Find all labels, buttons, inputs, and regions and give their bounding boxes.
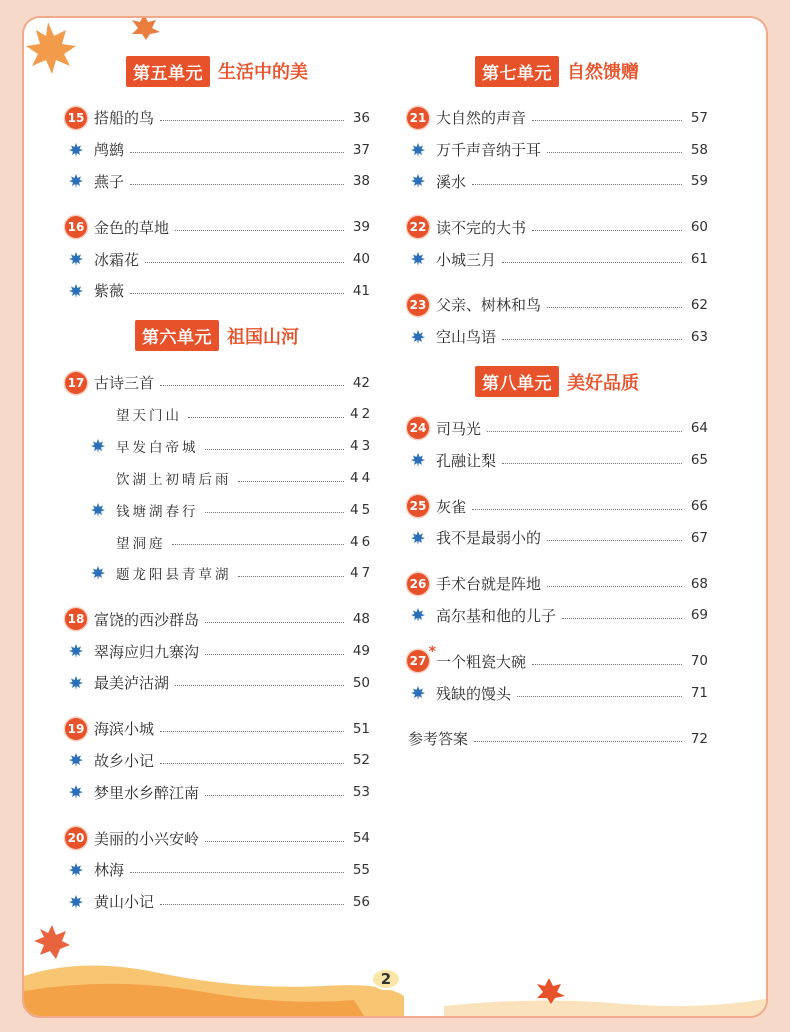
entry-page: 54 bbox=[352, 830, 370, 847]
lesson-number-badge bbox=[406, 215, 430, 239]
toc-left-column bbox=[64, 56, 374, 932]
lesson-group bbox=[406, 568, 708, 632]
entry-title: 小城三月 bbox=[436, 250, 497, 269]
toc-entry[interactable] bbox=[406, 134, 708, 166]
dot-leader bbox=[502, 339, 682, 340]
leaf-icon bbox=[406, 448, 430, 472]
unit-header bbox=[406, 367, 708, 397]
lesson-group bbox=[406, 490, 708, 554]
leaf-icon bbox=[406, 681, 430, 705]
unit-label: 第七单元 bbox=[475, 56, 559, 87]
entry-title: 空山鸟语 bbox=[436, 328, 497, 347]
leaf-icon bbox=[406, 603, 430, 627]
toc-entry[interactable] bbox=[64, 243, 370, 275]
toc-entry[interactable] bbox=[64, 854, 370, 886]
unit-title: 生活中的美 bbox=[218, 62, 308, 83]
lesson-number: 17 bbox=[65, 372, 87, 394]
entry-page: 60 bbox=[690, 219, 708, 236]
entry-page: 49 bbox=[352, 643, 370, 660]
entry-page: 40 bbox=[352, 251, 370, 268]
entry-page: 64 bbox=[690, 420, 708, 437]
entry-page: 61 bbox=[690, 251, 708, 268]
dot-leader bbox=[188, 417, 344, 418]
toc-entry[interactable] bbox=[64, 558, 374, 590]
lesson-number: 19 bbox=[65, 718, 87, 740]
toc-entry[interactable] bbox=[64, 494, 374, 526]
lesson-group bbox=[406, 211, 708, 275]
toc-entry[interactable] bbox=[64, 713, 370, 745]
entry-page: 69 bbox=[690, 607, 708, 624]
entry-title: 饮湖上初晴后雨 bbox=[116, 472, 232, 489]
lesson-number: 24 bbox=[407, 417, 429, 439]
unit-header bbox=[64, 56, 370, 86]
dot-leader bbox=[130, 152, 344, 153]
unit-label: 第六单元 bbox=[135, 320, 219, 351]
toc-entry[interactable] bbox=[406, 677, 708, 709]
dot-leader bbox=[532, 120, 682, 121]
leaf-icon bbox=[86, 561, 110, 585]
dot-leader bbox=[547, 540, 682, 541]
dot-leader bbox=[160, 120, 344, 121]
entry-title: 司马光 bbox=[436, 419, 482, 438]
entry-page: 37 bbox=[352, 141, 370, 158]
leaf-icon bbox=[406, 325, 430, 349]
entry-page: 46 bbox=[350, 533, 374, 550]
leaf-icon bbox=[86, 498, 110, 522]
leaf-icon bbox=[64, 890, 88, 914]
toc-entry[interactable] bbox=[406, 413, 708, 445]
entry-page: 44 bbox=[350, 470, 374, 487]
toc-entry[interactable] bbox=[406, 321, 708, 353]
toc-entry[interactable] bbox=[64, 745, 370, 777]
entry-page: 71 bbox=[690, 685, 708, 702]
dot-leader bbox=[547, 586, 682, 587]
entry-title: 美丽的小兴安岭 bbox=[94, 829, 200, 848]
entry-page: 65 bbox=[690, 452, 708, 469]
dot-leader bbox=[238, 481, 345, 482]
toc-entry[interactable] bbox=[406, 166, 708, 198]
entry-page: 57 bbox=[690, 109, 708, 126]
toc-entry-answers[interactable] bbox=[406, 723, 708, 755]
toc-entry[interactable] bbox=[406, 490, 708, 522]
toc-entry[interactable] bbox=[406, 600, 708, 632]
entry-title: 大自然的声音 bbox=[436, 109, 527, 128]
leaf-icon bbox=[406, 247, 430, 271]
dot-leader bbox=[160, 904, 344, 905]
toc-entry[interactable] bbox=[406, 444, 708, 476]
dot-leader bbox=[205, 654, 344, 655]
entry-page: 36 bbox=[352, 109, 370, 126]
lesson-number-badge bbox=[64, 717, 88, 741]
dot-leader bbox=[205, 841, 344, 842]
dot-leader bbox=[205, 795, 344, 796]
dot-leader bbox=[502, 262, 682, 263]
lesson-number-badge bbox=[406, 293, 430, 317]
lesson-group bbox=[64, 822, 370, 917]
lesson-number: 27 bbox=[407, 650, 429, 672]
unit-label: 第八单元 bbox=[475, 366, 559, 397]
toc-entry[interactable] bbox=[64, 134, 370, 166]
lesson-group bbox=[64, 603, 370, 698]
entry-page: 55 bbox=[352, 861, 370, 878]
dot-leader bbox=[205, 512, 345, 513]
toc-entry[interactable] bbox=[64, 430, 374, 462]
lesson-group bbox=[64, 102, 370, 197]
toc-entry[interactable] bbox=[406, 522, 708, 554]
dot-leader bbox=[160, 385, 344, 386]
entry-title: 早发白帝城 bbox=[116, 440, 199, 457]
unit-title: 美好品质 bbox=[567, 372, 639, 394]
leaf-icon bbox=[86, 434, 110, 458]
lesson-number-badge bbox=[64, 607, 88, 631]
entry-title: 手术台就是阵地 bbox=[436, 575, 542, 594]
lesson-group bbox=[406, 645, 708, 709]
toc-entry[interactable] bbox=[64, 275, 370, 307]
entry-title: 残缺的馒头 bbox=[436, 684, 512, 703]
unit-label: 第五单元 bbox=[126, 56, 210, 87]
dot-leader bbox=[532, 664, 682, 665]
lesson-number-badge bbox=[406, 644, 436, 673]
entry-title: 参考答案 bbox=[408, 730, 469, 749]
lesson-number-badge bbox=[64, 826, 88, 850]
dot-leader bbox=[472, 509, 682, 510]
unit-header bbox=[64, 321, 370, 351]
lesson-number-badge bbox=[64, 106, 88, 130]
entry-page: 38 bbox=[352, 173, 370, 190]
leaf-icon bbox=[406, 169, 430, 193]
toc-entry[interactable] bbox=[64, 667, 370, 699]
entry-title: 一个粗瓷大碗 bbox=[436, 652, 527, 671]
entry-page: 39 bbox=[352, 219, 370, 236]
dot-leader bbox=[238, 576, 345, 577]
toc-entry[interactable] bbox=[406, 211, 708, 243]
toc-entry[interactable] bbox=[406, 289, 708, 321]
leaf-icon bbox=[406, 138, 430, 162]
entry-title: 富饶的西沙群岛 bbox=[94, 610, 200, 629]
page-number: 2 bbox=[371, 968, 401, 990]
lesson-number: 15 bbox=[65, 107, 87, 129]
entry-title: 孔融让梨 bbox=[436, 451, 497, 470]
toc-entry[interactable] bbox=[64, 367, 370, 399]
leaf-icon bbox=[64, 858, 88, 882]
unit-header bbox=[406, 56, 708, 86]
lesson-number: 22 bbox=[407, 216, 429, 238]
dot-leader bbox=[532, 230, 682, 231]
entry-page: 72 bbox=[690, 730, 708, 747]
entry-title: 翠海应归九寨沟 bbox=[94, 642, 200, 661]
entry-title: 金色的草地 bbox=[94, 218, 170, 237]
entry-page: 52 bbox=[352, 752, 370, 769]
leaf-icon bbox=[64, 748, 88, 772]
dot-leader bbox=[130, 293, 344, 294]
lesson-group bbox=[64, 367, 374, 590]
entry-page: 62 bbox=[690, 296, 708, 313]
unit-title: 祖国山河 bbox=[227, 326, 299, 348]
entry-title: 望天门山 bbox=[116, 408, 182, 425]
toc-page bbox=[22, 16, 768, 1018]
dot-leader bbox=[130, 184, 344, 185]
toc-entry[interactable] bbox=[64, 102, 370, 134]
entry-title: 黄山小记 bbox=[94, 893, 155, 912]
lesson-number: 16 bbox=[65, 216, 87, 238]
entry-title: 鸬鹚 bbox=[94, 141, 125, 160]
entry-page: 50 bbox=[352, 674, 370, 691]
entry-title: 万千声音纳于耳 bbox=[436, 141, 542, 160]
dot-leader bbox=[145, 262, 344, 263]
entry-page: 58 bbox=[690, 141, 708, 158]
entry-title: 故乡小记 bbox=[94, 751, 155, 770]
entry-title: 古诗三首 bbox=[94, 374, 155, 393]
toc-entry[interactable] bbox=[64, 886, 370, 918]
leaf-icon bbox=[64, 247, 88, 271]
toc-entry[interactable] bbox=[64, 211, 370, 243]
dot-leader bbox=[205, 449, 345, 450]
entry-title: 冰霜花 bbox=[94, 250, 140, 269]
dot-leader bbox=[472, 184, 682, 185]
entry-page: 51 bbox=[352, 720, 370, 737]
entry-title: 钱塘湖春行 bbox=[116, 503, 199, 520]
dot-leader bbox=[160, 731, 344, 732]
entry-page: 63 bbox=[690, 328, 708, 345]
leaf-icon bbox=[64, 780, 88, 804]
dot-leader bbox=[205, 622, 344, 623]
entry-title: 高尔基和他的儿子 bbox=[436, 606, 557, 625]
lesson-number: 21 bbox=[407, 107, 429, 129]
toc-entry[interactable] bbox=[64, 603, 370, 635]
entry-page: 47 bbox=[350, 565, 374, 582]
lesson-group bbox=[406, 413, 708, 477]
entry-page: 48 bbox=[352, 611, 370, 628]
toc-entry[interactable] bbox=[406, 645, 708, 677]
dot-leader bbox=[474, 741, 682, 742]
entry-page: 42 bbox=[350, 406, 374, 423]
toc-entry[interactable] bbox=[64, 526, 374, 558]
toc-entry[interactable] bbox=[406, 102, 708, 134]
entry-page: 56 bbox=[352, 893, 370, 910]
lesson-number-badge bbox=[406, 416, 430, 440]
unit-title: 自然馈赠 bbox=[567, 62, 639, 83]
entry-title: 望洞庭 bbox=[116, 535, 166, 552]
entry-title: 最美泸沽湖 bbox=[94, 674, 170, 693]
entry-page: 43 bbox=[350, 438, 374, 455]
entry-page: 59 bbox=[690, 173, 708, 190]
dot-leader bbox=[547, 307, 682, 308]
entry-title: 燕子 bbox=[94, 172, 125, 191]
lesson-group bbox=[64, 713, 370, 808]
toc-entry[interactable] bbox=[406, 243, 708, 275]
dot-leader bbox=[175, 685, 344, 686]
lesson-number: 25 bbox=[407, 495, 429, 517]
toc-right-column bbox=[406, 56, 708, 755]
lesson-number: 26 bbox=[407, 573, 429, 595]
lesson-number-badge bbox=[64, 215, 88, 239]
lesson-number: 20 bbox=[65, 827, 87, 849]
dot-leader bbox=[175, 230, 344, 231]
toc-entry[interactable] bbox=[64, 166, 370, 198]
lesson-group bbox=[406, 289, 708, 353]
dot-leader bbox=[160, 763, 344, 764]
dot-leader bbox=[547, 152, 682, 153]
lesson-number: 23 bbox=[407, 294, 429, 316]
lesson-number-badge bbox=[64, 371, 88, 395]
leaf-icon bbox=[64, 138, 88, 162]
leaf-icon bbox=[64, 639, 88, 663]
dot-leader bbox=[172, 544, 345, 545]
leaf-icon bbox=[64, 169, 88, 193]
entry-page: 70 bbox=[690, 653, 708, 670]
entry-page: 53 bbox=[352, 784, 370, 801]
toc-entry[interactable] bbox=[64, 462, 374, 494]
entry-title: 灰雀 bbox=[436, 497, 467, 516]
entry-title: 题龙阳县青草湖 bbox=[116, 567, 232, 584]
leaf-icon bbox=[406, 526, 430, 550]
entry-title: 读不完的大书 bbox=[436, 218, 527, 237]
toc-entry[interactable] bbox=[64, 399, 374, 431]
entry-title: 溪水 bbox=[436, 172, 467, 191]
toc-entry[interactable] bbox=[64, 635, 370, 667]
maple-leaf-icon bbox=[529, 976, 569, 1006]
entry-title: 梦里水乡醉江南 bbox=[94, 783, 200, 802]
entry-page: 45 bbox=[350, 501, 374, 518]
entry-title: 父亲、树林和鸟 bbox=[436, 296, 542, 315]
dot-leader bbox=[517, 696, 682, 697]
lesson-group bbox=[64, 211, 370, 306]
entry-title: 我不是最弱小的 bbox=[436, 529, 542, 548]
lesson-group bbox=[406, 102, 708, 197]
toc-entry[interactable] bbox=[64, 822, 370, 854]
leaf-icon bbox=[64, 279, 88, 303]
entry-page: 41 bbox=[352, 282, 370, 299]
asterisk-mark: * bbox=[428, 644, 436, 661]
dot-leader bbox=[502, 463, 682, 464]
entry-page: 67 bbox=[690, 529, 708, 546]
entry-page: 66 bbox=[690, 498, 708, 515]
toc-entry[interactable] bbox=[406, 568, 708, 600]
lesson-number-badge bbox=[406, 572, 430, 596]
dot-leader bbox=[562, 618, 682, 619]
lesson-number-badge bbox=[406, 106, 430, 130]
maple-leaf-icon bbox=[124, 16, 164, 42]
leaf-icon bbox=[64, 671, 88, 695]
dot-leader bbox=[487, 431, 682, 432]
entry-title: 海滨小城 bbox=[94, 720, 155, 739]
entry-title: 林海 bbox=[94, 861, 125, 880]
toc-entry[interactable] bbox=[64, 776, 370, 808]
entry-title: 紫薇 bbox=[94, 282, 125, 301]
dot-leader bbox=[130, 872, 344, 873]
entry-page: 68 bbox=[690, 575, 708, 592]
lesson-number-badge bbox=[406, 494, 430, 518]
entry-title: 搭船的鸟 bbox=[94, 109, 155, 128]
entry-page: 42 bbox=[352, 374, 370, 391]
lesson-number: 18 bbox=[65, 608, 87, 630]
